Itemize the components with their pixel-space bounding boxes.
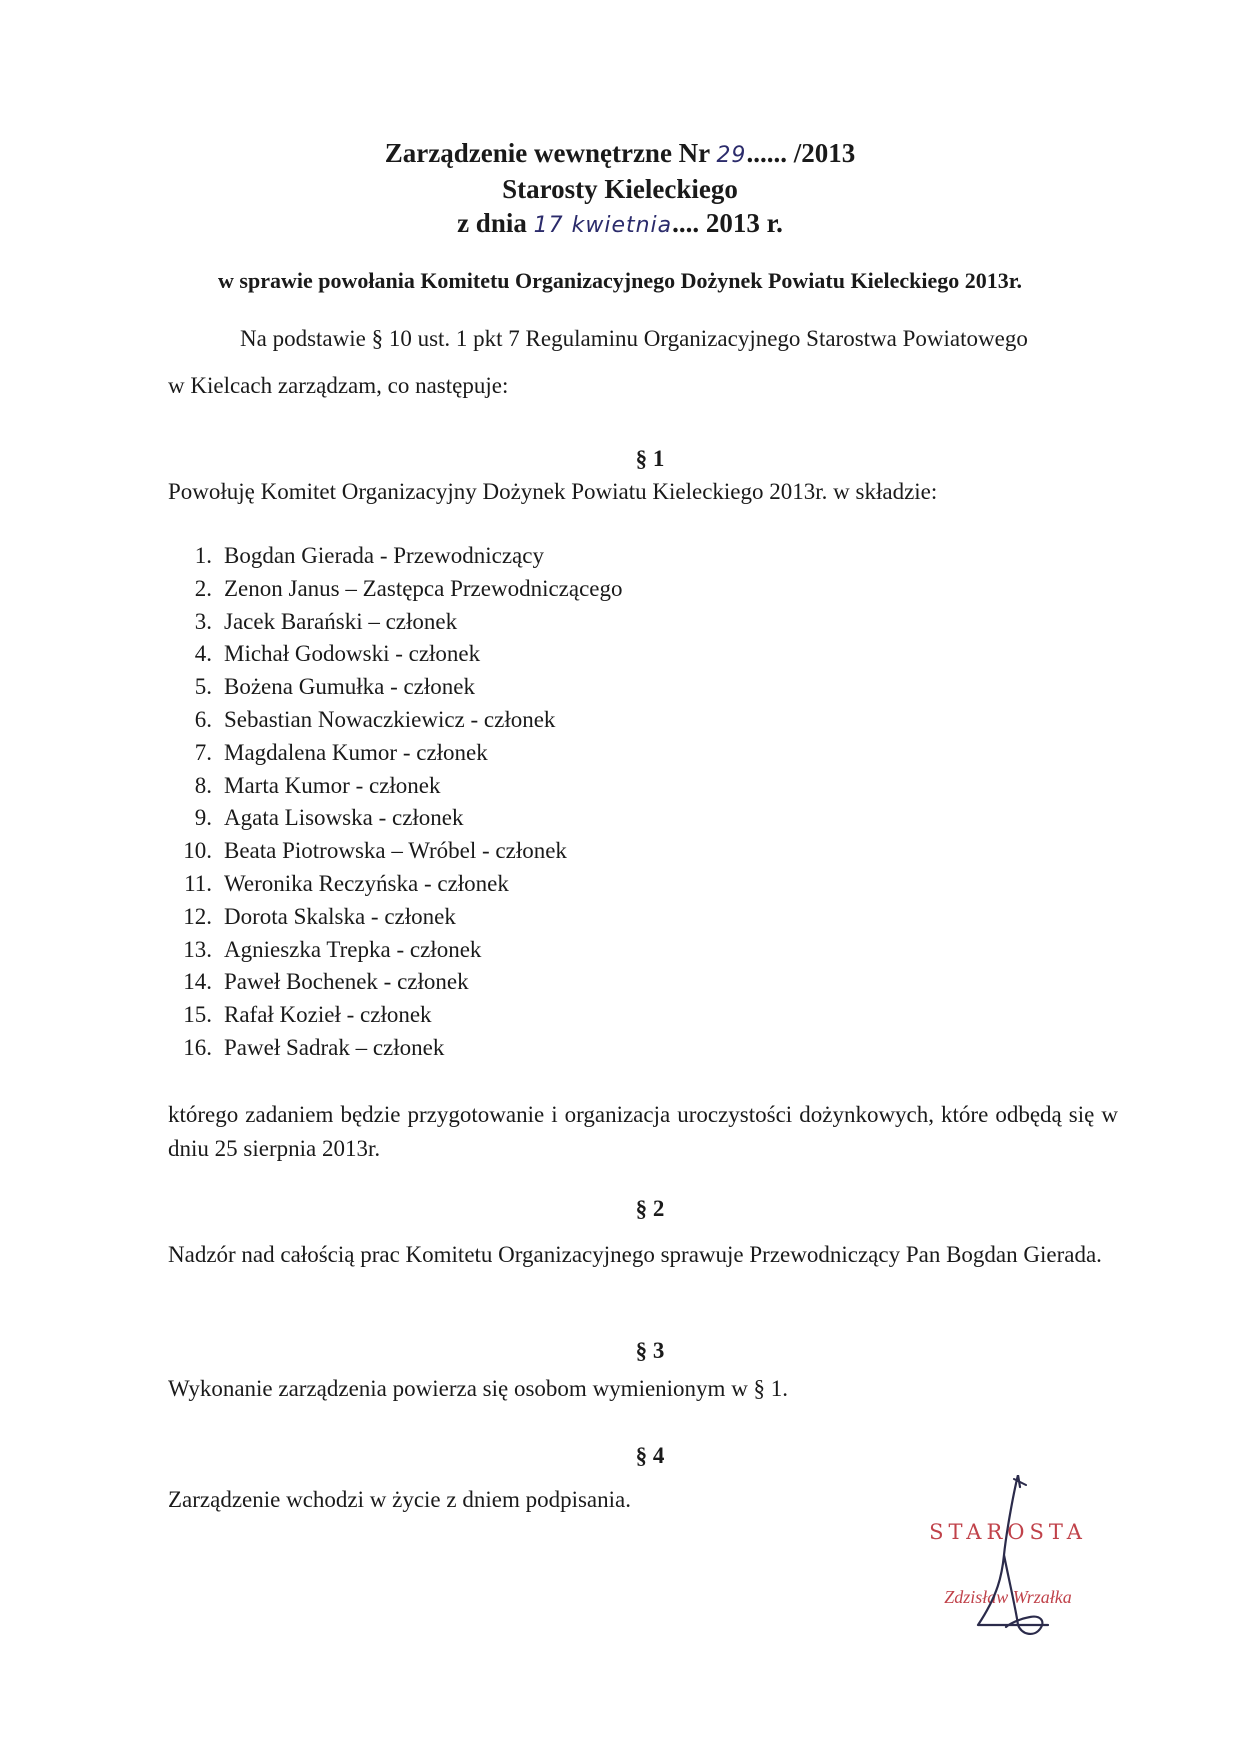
member-list-item xyxy=(168,835,623,868)
member-list-item xyxy=(168,606,623,639)
member-number: 2. xyxy=(194,575,212,601)
member-name: Beata Piotrowska – Wróbel - członek xyxy=(224,838,567,864)
member-number: 10. xyxy=(183,838,212,864)
member-list-item xyxy=(168,671,623,704)
member-list-item xyxy=(168,770,623,803)
member-number: 14. xyxy=(183,969,212,995)
section-3-text: Wykonanie zarządzenia powierza się osobom wymienionym w § 1. xyxy=(168,1376,789,1401)
member-name: Agnieszka Trepka - członek xyxy=(224,936,482,962)
member-name: Weronika Reczyńska - członek xyxy=(224,870,509,896)
title-suffix: /2013 xyxy=(793,138,856,168)
handwritten-date: 17 kwietnia xyxy=(533,213,673,238)
member-list-item xyxy=(168,704,623,737)
member-number: 11. xyxy=(184,870,212,896)
member-number: 1. xyxy=(194,543,212,568)
member-name: Agata Lisowska - członek xyxy=(224,805,464,831)
section-1-mark: § 1 xyxy=(635,446,665,471)
date-prefix: z dnia xyxy=(457,208,527,238)
document-subject: w sprawie powołania Komitetu Organizacyjnego Dożynek Powiatu Kieleckiego 2013r. xyxy=(218,268,1022,293)
section-1-closing: którego zadaniem będzie przygotowanie i organizacja uroczystości dożynkowych, które odbędą się w dniu 25 sierpnia 2013r. xyxy=(168,1102,1118,1161)
number-dots: ...... xyxy=(746,138,787,168)
document-issuer: Starosty Kieleckiego xyxy=(502,174,738,204)
member-number: 5. xyxy=(194,674,212,700)
section-3-mark: § 3 xyxy=(635,1338,665,1363)
member-list-item xyxy=(168,1032,623,1065)
starosta-stamp xyxy=(918,1475,1098,1645)
member-name: Bogdan Gierada - Przewodniczący xyxy=(224,543,544,568)
handwritten-signature xyxy=(918,1475,1098,1645)
section-1-intro: Powołuję Komitet Organizacyjny Dożynek Powiatu Kieleckiego 2013r. w składzie: xyxy=(168,479,938,504)
document-title xyxy=(0,138,1240,169)
section-4-text: Zarządzenie wchodzi w życie z dniem podpisania. xyxy=(168,1487,631,1512)
member-list-item xyxy=(168,737,623,770)
committee-members-list xyxy=(168,540,623,1065)
legal-basis xyxy=(168,315,1128,409)
stamp-title: STAROSTA xyxy=(929,1520,1087,1544)
document-date xyxy=(0,208,1240,239)
date-dots: .... xyxy=(672,208,700,238)
member-list-item xyxy=(168,638,623,671)
member-name: Jacek Barański – członek xyxy=(224,608,458,634)
member-name: Rafał Kozieł - członek xyxy=(224,1002,432,1028)
member-name: Magdalena Kumor - członek xyxy=(224,739,488,765)
member-number: 6. xyxy=(194,706,212,732)
member-name: Paweł Bochenek - członek xyxy=(224,969,469,995)
member-list-item xyxy=(168,966,623,999)
member-list-item xyxy=(168,573,623,606)
member-number: 15. xyxy=(183,1002,212,1028)
member-number: 7. xyxy=(194,739,212,765)
member-list-item xyxy=(168,934,623,967)
member-name: Dorota Skalska - członek xyxy=(224,903,456,929)
legal-basis-line-2: w Kielcach zarządzam, co następuje: xyxy=(168,373,509,398)
title-prefix: Zarządzenie wewnętrzne Nr xyxy=(384,138,710,168)
date-suffix: 2013 r. xyxy=(705,208,783,238)
member-number: 12. xyxy=(183,903,212,929)
member-number: 9. xyxy=(194,805,212,831)
section-2-text: Nadzór nad całością prac Komitetu Organizacyjnego sprawuje Przewodniczący Pan Bogdan Gierada. xyxy=(168,1242,1102,1267)
member-name: Bożena Gumułka - członek xyxy=(224,674,475,700)
section-4-mark: § 4 xyxy=(635,1443,665,1468)
stamp-name: Zdzisław Wrzałka xyxy=(944,1587,1072,1607)
member-number: 8. xyxy=(194,772,212,798)
legal-basis-line-1: Na podstawie § 10 ust. 1 pkt 7 Regulaminu Organizacyjnego Starostwa Powiatowego xyxy=(240,326,1028,351)
member-list-item xyxy=(168,999,623,1032)
member-name: Marta Kumor - członek xyxy=(224,772,441,798)
member-list-item xyxy=(168,868,623,901)
member-number: 16. xyxy=(183,1034,212,1060)
member-name: Zenon Janus – Zastępca Przewodniczącego xyxy=(224,575,623,601)
member-number: 3. xyxy=(194,608,212,634)
member-name: Michał Godowski - członek xyxy=(224,641,481,667)
member-name: Sebastian Nowaczkiewicz - członek xyxy=(224,706,556,732)
member-number: 4. xyxy=(194,641,212,667)
member-list-item xyxy=(168,540,623,573)
member-list-item xyxy=(168,802,623,835)
member-name: Paweł Sadrak – członek xyxy=(224,1034,445,1060)
section-2-mark: § 2 xyxy=(635,1196,665,1221)
member-number: 13. xyxy=(183,936,212,962)
member-list-item xyxy=(168,901,623,934)
handwritten-number: 29 xyxy=(716,143,747,168)
